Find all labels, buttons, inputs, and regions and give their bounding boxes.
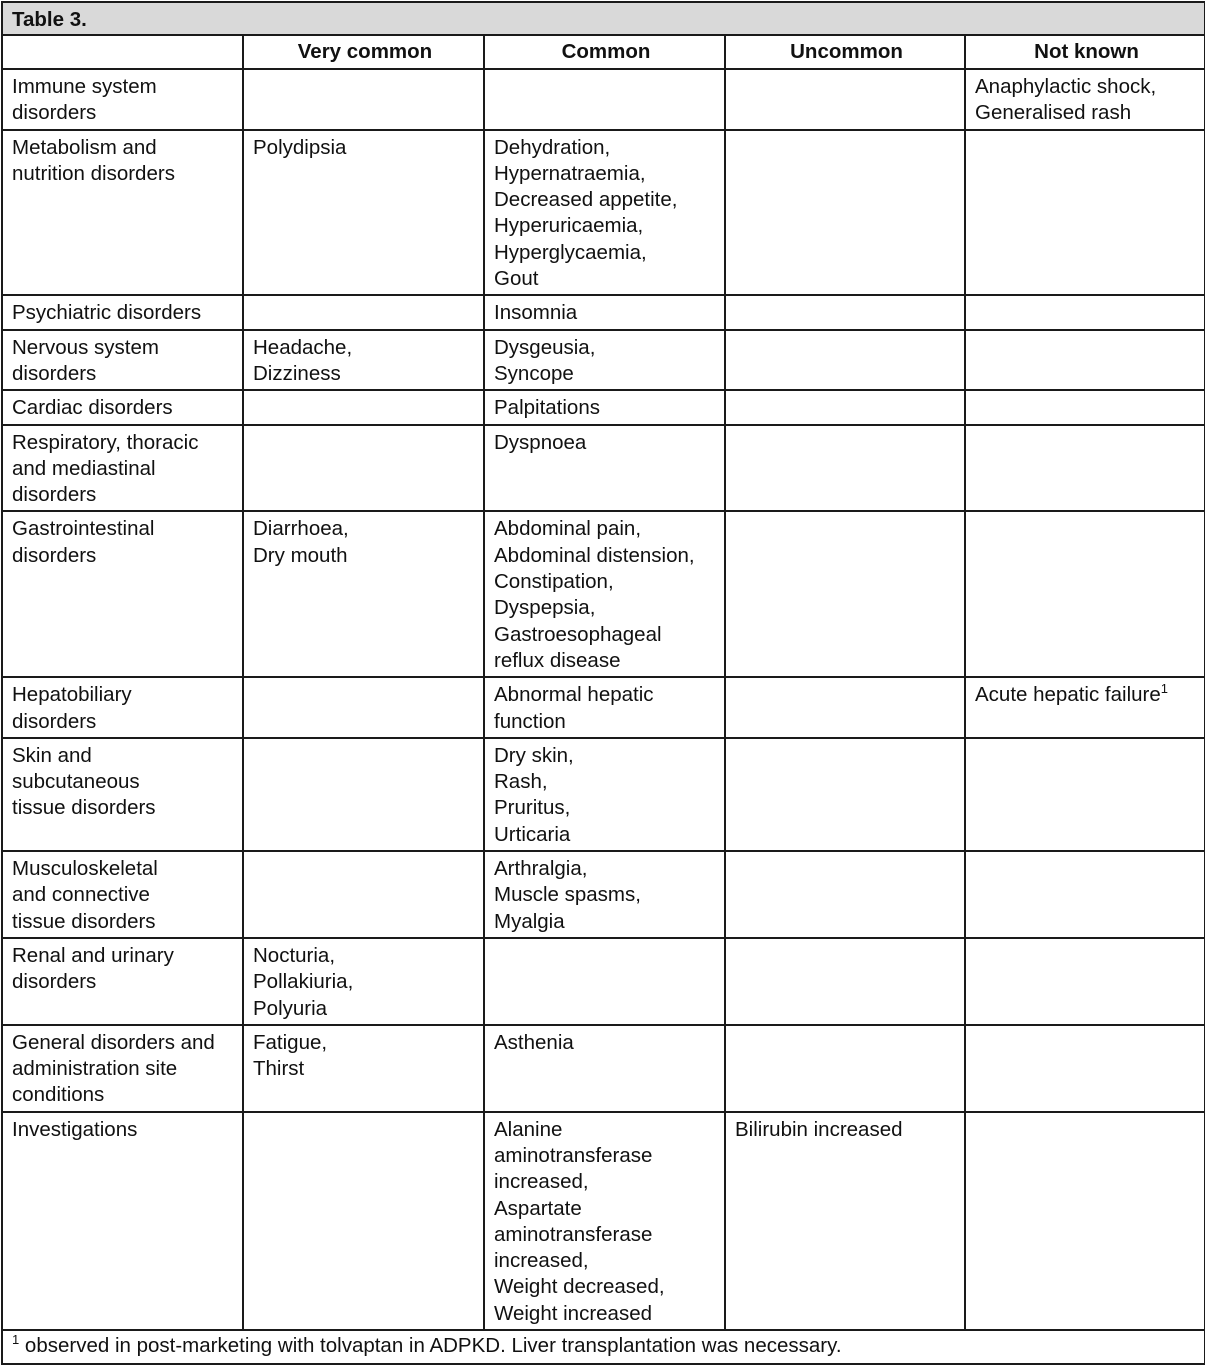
cell-not-known xyxy=(965,1025,1205,1112)
cell-common xyxy=(484,330,725,391)
cell-uncommon xyxy=(725,851,965,938)
cell-system-organ-class xyxy=(2,1112,243,1330)
cell-common xyxy=(484,130,725,296)
cell-line: Abnormal hepatic xyxy=(494,683,654,707)
cell-line: Psychiatric disorders xyxy=(12,301,202,325)
cell-line: Acute hepatic failure xyxy=(975,683,1161,707)
table-header-row xyxy=(2,35,1205,69)
cell-very-common xyxy=(243,511,484,677)
cell-line: administration site xyxy=(12,1057,178,1081)
cell-uncommon xyxy=(725,738,965,851)
cell-not-known xyxy=(965,69,1205,130)
table-row xyxy=(2,511,1205,677)
cell-line: Aspartate xyxy=(494,1196,582,1220)
cell-line: Dysgeusia, xyxy=(494,335,596,359)
cell-line: tissue disorders xyxy=(12,796,156,820)
footnote-marker: 1 xyxy=(12,1332,20,1348)
adverse-reactions-table xyxy=(1,1,1205,1365)
cell-very-common xyxy=(243,69,484,130)
cell-uncommon xyxy=(725,425,965,512)
cell-line: conditions xyxy=(12,1083,105,1107)
table-row xyxy=(2,130,1205,296)
cell-line: Dehydration, xyxy=(494,135,611,159)
cell-uncommon xyxy=(725,330,965,391)
cell-uncommon xyxy=(725,677,965,738)
cell-common xyxy=(484,69,725,130)
cell-line: Hypernatraemia, xyxy=(494,161,646,185)
cell-uncommon xyxy=(725,69,965,130)
cell-common xyxy=(484,738,725,851)
cell-system-organ-class xyxy=(2,938,243,1025)
cell-system-organ-class xyxy=(2,851,243,938)
cell-line: Syncope xyxy=(494,361,574,385)
cell-line: tissue disorders xyxy=(12,909,156,933)
cell-uncommon xyxy=(725,1025,965,1112)
cell-line: Metabolism and xyxy=(12,135,157,159)
cell-line: disorders xyxy=(12,709,97,733)
cell-line: Pollakiuria, xyxy=(253,970,354,994)
cell-line: Anaphylactic shock, xyxy=(975,75,1157,98)
cell-not-known xyxy=(965,738,1205,851)
header-common: Common xyxy=(484,35,725,69)
cell-line: disorders xyxy=(12,483,97,507)
cell-system-organ-class xyxy=(2,330,243,391)
cell-very-common xyxy=(243,130,484,296)
cell-uncommon xyxy=(725,938,965,1025)
cell-system-organ-class xyxy=(2,390,243,424)
table-title-row xyxy=(2,2,1205,35)
cell-line: Polydipsia xyxy=(253,135,347,159)
cell-very-common xyxy=(243,390,484,424)
cell-line: Dyspepsia, xyxy=(494,596,596,620)
cell-not-known xyxy=(965,511,1205,677)
cell-line: Arthralgia, xyxy=(494,857,588,881)
cell-line: subcutaneous xyxy=(12,770,140,794)
cell-common xyxy=(484,1025,725,1112)
cell-line: General disorders and xyxy=(12,1030,215,1054)
table-row xyxy=(2,738,1205,851)
cell-uncommon xyxy=(725,1112,965,1330)
cell-very-common xyxy=(243,851,484,938)
cell-line: Respiratory, thoracic xyxy=(12,430,199,454)
cell-line: Dry skin, xyxy=(494,743,574,767)
cell-system-organ-class xyxy=(2,130,243,296)
cell-not-known xyxy=(965,295,1205,329)
cell-line: Abdominal distension, xyxy=(494,543,695,567)
cell-line: reflux disease xyxy=(494,648,621,672)
table-row xyxy=(2,295,1205,329)
cell-line: Investigations xyxy=(12,1117,138,1141)
cell-line: Renal and urinary xyxy=(12,943,174,967)
cell-common xyxy=(484,938,725,1025)
cell-not-known xyxy=(965,851,1205,938)
cell-system-organ-class xyxy=(2,295,243,329)
cell-uncommon xyxy=(725,130,965,296)
table-row xyxy=(2,851,1205,938)
cell-line: Weight decreased, xyxy=(494,1275,665,1299)
cell-line: Rash, xyxy=(494,770,548,794)
cell-system-organ-class xyxy=(2,511,243,677)
cell-line: Skin and xyxy=(12,743,92,767)
cell-very-common xyxy=(243,425,484,512)
cell-system-organ-class xyxy=(2,425,243,512)
table-row xyxy=(2,1025,1205,1112)
cell-line: Gout xyxy=(494,267,539,291)
cell-line: Weight increased xyxy=(494,1301,653,1325)
cell-line: Palpitations xyxy=(494,396,600,420)
cell-very-common xyxy=(243,738,484,851)
cell-line: nutrition disorders xyxy=(12,161,175,185)
table-row xyxy=(2,425,1205,512)
cell-very-common xyxy=(243,330,484,391)
table-footer xyxy=(2,1330,1205,1364)
cell-line: and mediastinal xyxy=(12,456,156,480)
table-row xyxy=(2,677,1205,738)
cell-common xyxy=(484,677,725,738)
cell-line: Thirst xyxy=(253,1057,305,1081)
cell-common xyxy=(484,425,725,512)
cell-uncommon xyxy=(725,390,965,424)
table-body xyxy=(2,2,1205,1330)
cell-line: Alanine xyxy=(494,1117,563,1141)
cell-line: Gastrointestinal xyxy=(12,517,155,541)
cell-line: Diarrhoea, xyxy=(253,517,349,541)
cell-line: Asthenia xyxy=(494,1030,574,1054)
table-caption: Table 3. xyxy=(2,2,1205,35)
cell-line: Gastroesophageal xyxy=(494,622,662,646)
cell-line: Dry mouth xyxy=(253,543,348,567)
header-uncommon: Uncommon xyxy=(725,35,965,69)
cell-line: Constipation, xyxy=(494,570,614,594)
cell-common xyxy=(484,390,725,424)
cell-not-known xyxy=(965,425,1205,512)
cell-system-organ-class xyxy=(2,677,243,738)
header-not-known: Not known xyxy=(965,35,1205,69)
cell-line: Musculoskeletal xyxy=(12,857,158,881)
cell-common xyxy=(484,511,725,677)
table-row xyxy=(2,938,1205,1025)
cell-system-organ-class xyxy=(2,69,243,130)
cell-line: Urticaria xyxy=(494,822,571,846)
cell-not-known xyxy=(965,390,1205,424)
cell-line: Dizziness xyxy=(253,361,341,385)
table-row xyxy=(2,390,1205,424)
cell-line: increased, xyxy=(494,1249,589,1273)
cell-line: Nocturia, xyxy=(253,943,336,967)
cell-not-known xyxy=(965,677,1205,738)
cell-not-known xyxy=(965,1112,1205,1330)
cell-line: Hyperuricaemia, xyxy=(494,214,644,238)
cell-uncommon xyxy=(725,295,965,329)
cell-line: Abdominal pain, xyxy=(494,517,642,541)
cell-line: Immune system xyxy=(12,75,157,98)
cell-line: disorders xyxy=(12,101,97,125)
cell-line: aminotransferase xyxy=(494,1143,653,1167)
cell-line: Decreased appetite, xyxy=(494,188,678,212)
cell-line: Generalised rash xyxy=(975,101,1132,125)
cell-line: Pruritus, xyxy=(494,796,571,820)
cell-line: increased, xyxy=(494,1170,589,1194)
table-row xyxy=(2,330,1205,391)
cell-line: Bilirubin increased xyxy=(735,1117,903,1141)
footnote-text: observed in post-marketing with tolvaptan in ADPKD. Liver transplantation was necessary. xyxy=(19,1334,842,1358)
cell-common xyxy=(484,1112,725,1330)
cell-line: Cardiac disorders xyxy=(12,396,173,420)
cell-line: Polyuria xyxy=(253,996,328,1020)
cell-not-known xyxy=(965,938,1205,1025)
header-very-common: Very common xyxy=(243,35,484,69)
header-system-organ-class xyxy=(2,35,243,69)
cell-very-common xyxy=(243,295,484,329)
cell-uncommon xyxy=(725,511,965,677)
table-row xyxy=(2,69,1205,130)
cell-system-organ-class xyxy=(2,1025,243,1112)
cell-line: disorders xyxy=(12,543,97,567)
cell-very-common xyxy=(243,1112,484,1330)
cell-very-common xyxy=(243,938,484,1025)
cell-system-organ-class xyxy=(2,738,243,851)
cell-very-common xyxy=(243,1025,484,1112)
table-row xyxy=(2,1112,1205,1330)
cell-very-common xyxy=(243,677,484,738)
cell-line: Fatigue, xyxy=(253,1030,328,1054)
cell-line: aminotransferase xyxy=(494,1222,653,1246)
footnote-reference: 1 xyxy=(1160,681,1168,697)
cell-line: Dyspnoea xyxy=(494,430,587,454)
cell-line: disorders xyxy=(12,970,97,994)
cell-common xyxy=(484,295,725,329)
cell-line: Muscle spasms, xyxy=(494,883,641,907)
cell-not-known xyxy=(965,130,1205,296)
cell-line: Nervous system xyxy=(12,335,159,359)
footnote-row xyxy=(2,1330,1205,1364)
cell-not-known xyxy=(965,330,1205,391)
cell-line: Myalgia xyxy=(494,909,565,933)
footnote xyxy=(2,1330,1205,1364)
cell-line: Hepatobiliary xyxy=(12,683,132,707)
cell-line: Insomnia xyxy=(494,301,578,325)
cell-line: Hyperglycaemia, xyxy=(494,240,647,264)
cell-line: disorders xyxy=(12,361,97,385)
cell-line: Headache, xyxy=(253,335,353,359)
cell-common xyxy=(484,851,725,938)
cell-line: and connective xyxy=(12,883,150,907)
cell-line: function xyxy=(494,709,566,733)
